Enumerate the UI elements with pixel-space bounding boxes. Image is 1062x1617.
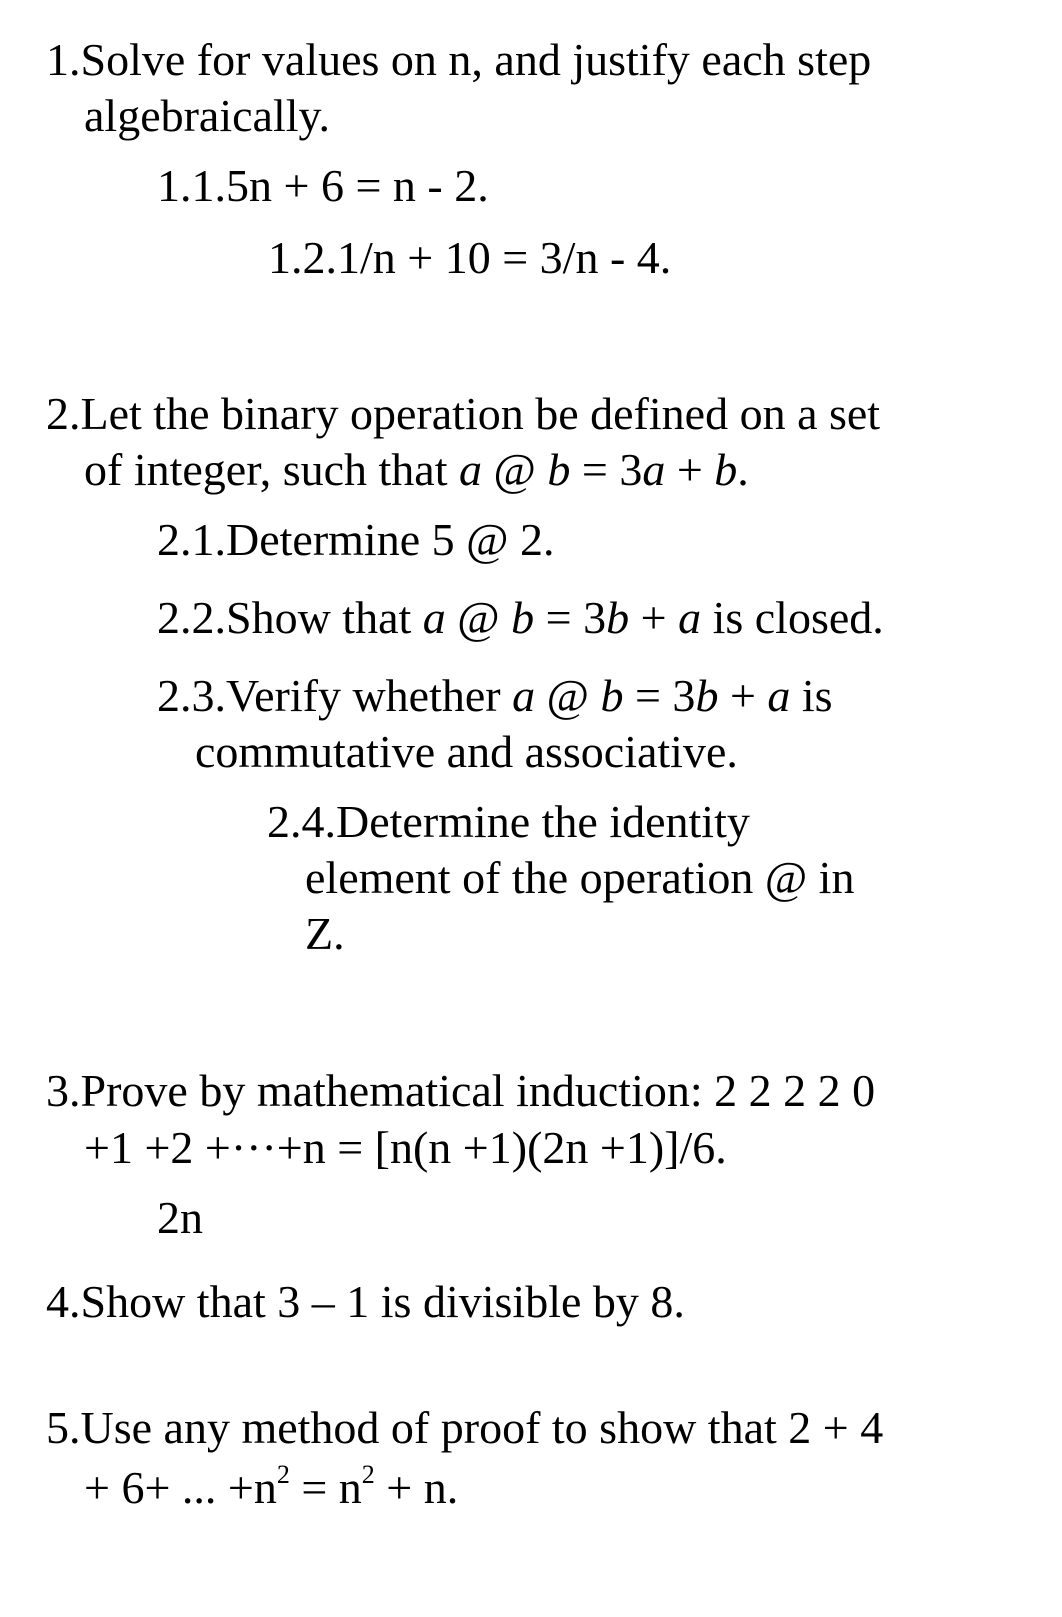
q3-line-2: +1 +2 +···+n = [n(n +1)(2n +1)]/6. xyxy=(84,1122,727,1173)
q2-4-line-2: element of the operation @ in xyxy=(305,852,855,903)
q5-number: 5. xyxy=(46,1402,81,1453)
q2-line-1 xyxy=(46,386,880,442)
q2-3-line-1 xyxy=(157,668,833,724)
q2-2-prefix: Show that xyxy=(226,592,423,643)
q2-2-var-b: b xyxy=(511,592,535,643)
q2-1 xyxy=(157,512,555,568)
q4-text: Show that 3 – 1 is divisible by 8. xyxy=(80,1276,685,1327)
q2-var-b: b xyxy=(547,444,571,495)
q2-1-text: Determine 5 @ 2. xyxy=(226,514,555,565)
q2-number: 2. xyxy=(46,388,81,439)
q2-3-plus: + xyxy=(718,670,768,721)
q1-line-2: algebraically. xyxy=(84,90,331,141)
q5-text-2c: + n. xyxy=(374,1462,459,1513)
q2-2 xyxy=(157,590,884,646)
q2-2-op: @ xyxy=(445,592,512,643)
q1-2-text: 1/n + 10 = 3/n - 4. xyxy=(337,232,672,283)
q2-line-2 xyxy=(84,442,749,498)
q5-text-2b: = n xyxy=(289,1462,362,1513)
q2-3-eq: = 3 xyxy=(623,670,696,721)
q2-4-number: 2.4. xyxy=(267,796,336,847)
q1-2 xyxy=(268,230,671,286)
q2-var-a: a xyxy=(459,444,482,495)
q2-3-var-a2: a xyxy=(767,670,791,721)
q1-number: 1. xyxy=(46,34,81,85)
q3-line-1 xyxy=(46,1063,875,1119)
q2-3-op: @ xyxy=(535,670,601,721)
q2-4-text-1: Determine the identity xyxy=(336,796,750,847)
q2-text-2: of integer, such that xyxy=(84,444,459,495)
q2-text-1: Let the binary operation be defined on a set xyxy=(80,388,881,439)
q2-2-eq: = 3 xyxy=(534,592,607,643)
q2-var-a2: a xyxy=(642,444,666,495)
q2-1-number: 2.1. xyxy=(157,514,226,565)
q2-3-var-a: a xyxy=(512,670,536,721)
q3-text-1: Prove by mathematical induction: 2 2 2 2 0 xyxy=(80,1065,876,1116)
q2-eq: = 3 xyxy=(570,444,643,495)
q2-4-line-1 xyxy=(267,794,750,850)
q2-2-var-a: a xyxy=(422,592,446,643)
q2-3-number: 2.3. xyxy=(157,670,226,721)
q4-line xyxy=(46,1274,685,1330)
q1-2-number: 1.2. xyxy=(268,232,337,283)
q5-exponent-2: 2 xyxy=(361,1459,375,1489)
q2-3-var-b2: b xyxy=(695,670,719,721)
q2-2-var-a2: a xyxy=(678,592,702,643)
q2-2-plus: + xyxy=(629,592,679,643)
q4-number: 4. xyxy=(46,1276,81,1327)
q5-text-1: Use any method of proof to show that 2 + 4 xyxy=(80,1402,884,1453)
q1-1-text: 5n + 6 = n - 2. xyxy=(226,160,489,211)
q3-line-3: 2n xyxy=(157,1192,203,1243)
q5-line-2 xyxy=(84,1460,458,1516)
q2-2-number: 2.2. xyxy=(157,592,226,643)
q1-text-1: Solve for values on n, and justify each step xyxy=(80,34,872,85)
q2-var-b2: b xyxy=(714,444,738,495)
q1-line-1 xyxy=(46,32,871,88)
q5-line-1 xyxy=(46,1400,883,1456)
q2-end: . xyxy=(737,444,749,495)
q2-3-var-b: b xyxy=(600,670,624,721)
q2-op: @ xyxy=(482,444,548,495)
q2-3-line-2: commutative and associative. xyxy=(195,726,738,777)
q2-3-prefix: Verify whether xyxy=(226,670,513,721)
q1-1-number: 1.1. xyxy=(157,160,226,211)
q2-4-line-3: Z. xyxy=(305,908,345,959)
q5-text-2a: + 6+ ... +n xyxy=(84,1462,277,1513)
q2-2-suffix: is closed. xyxy=(701,592,884,643)
q2-plus: + xyxy=(665,444,715,495)
q1-1 xyxy=(157,158,489,214)
q5-exponent-1: 2 xyxy=(276,1459,290,1489)
q3-number: 3. xyxy=(46,1065,81,1116)
q2-3-suffix: is xyxy=(790,670,833,721)
q2-2-var-b2: b xyxy=(606,592,630,643)
